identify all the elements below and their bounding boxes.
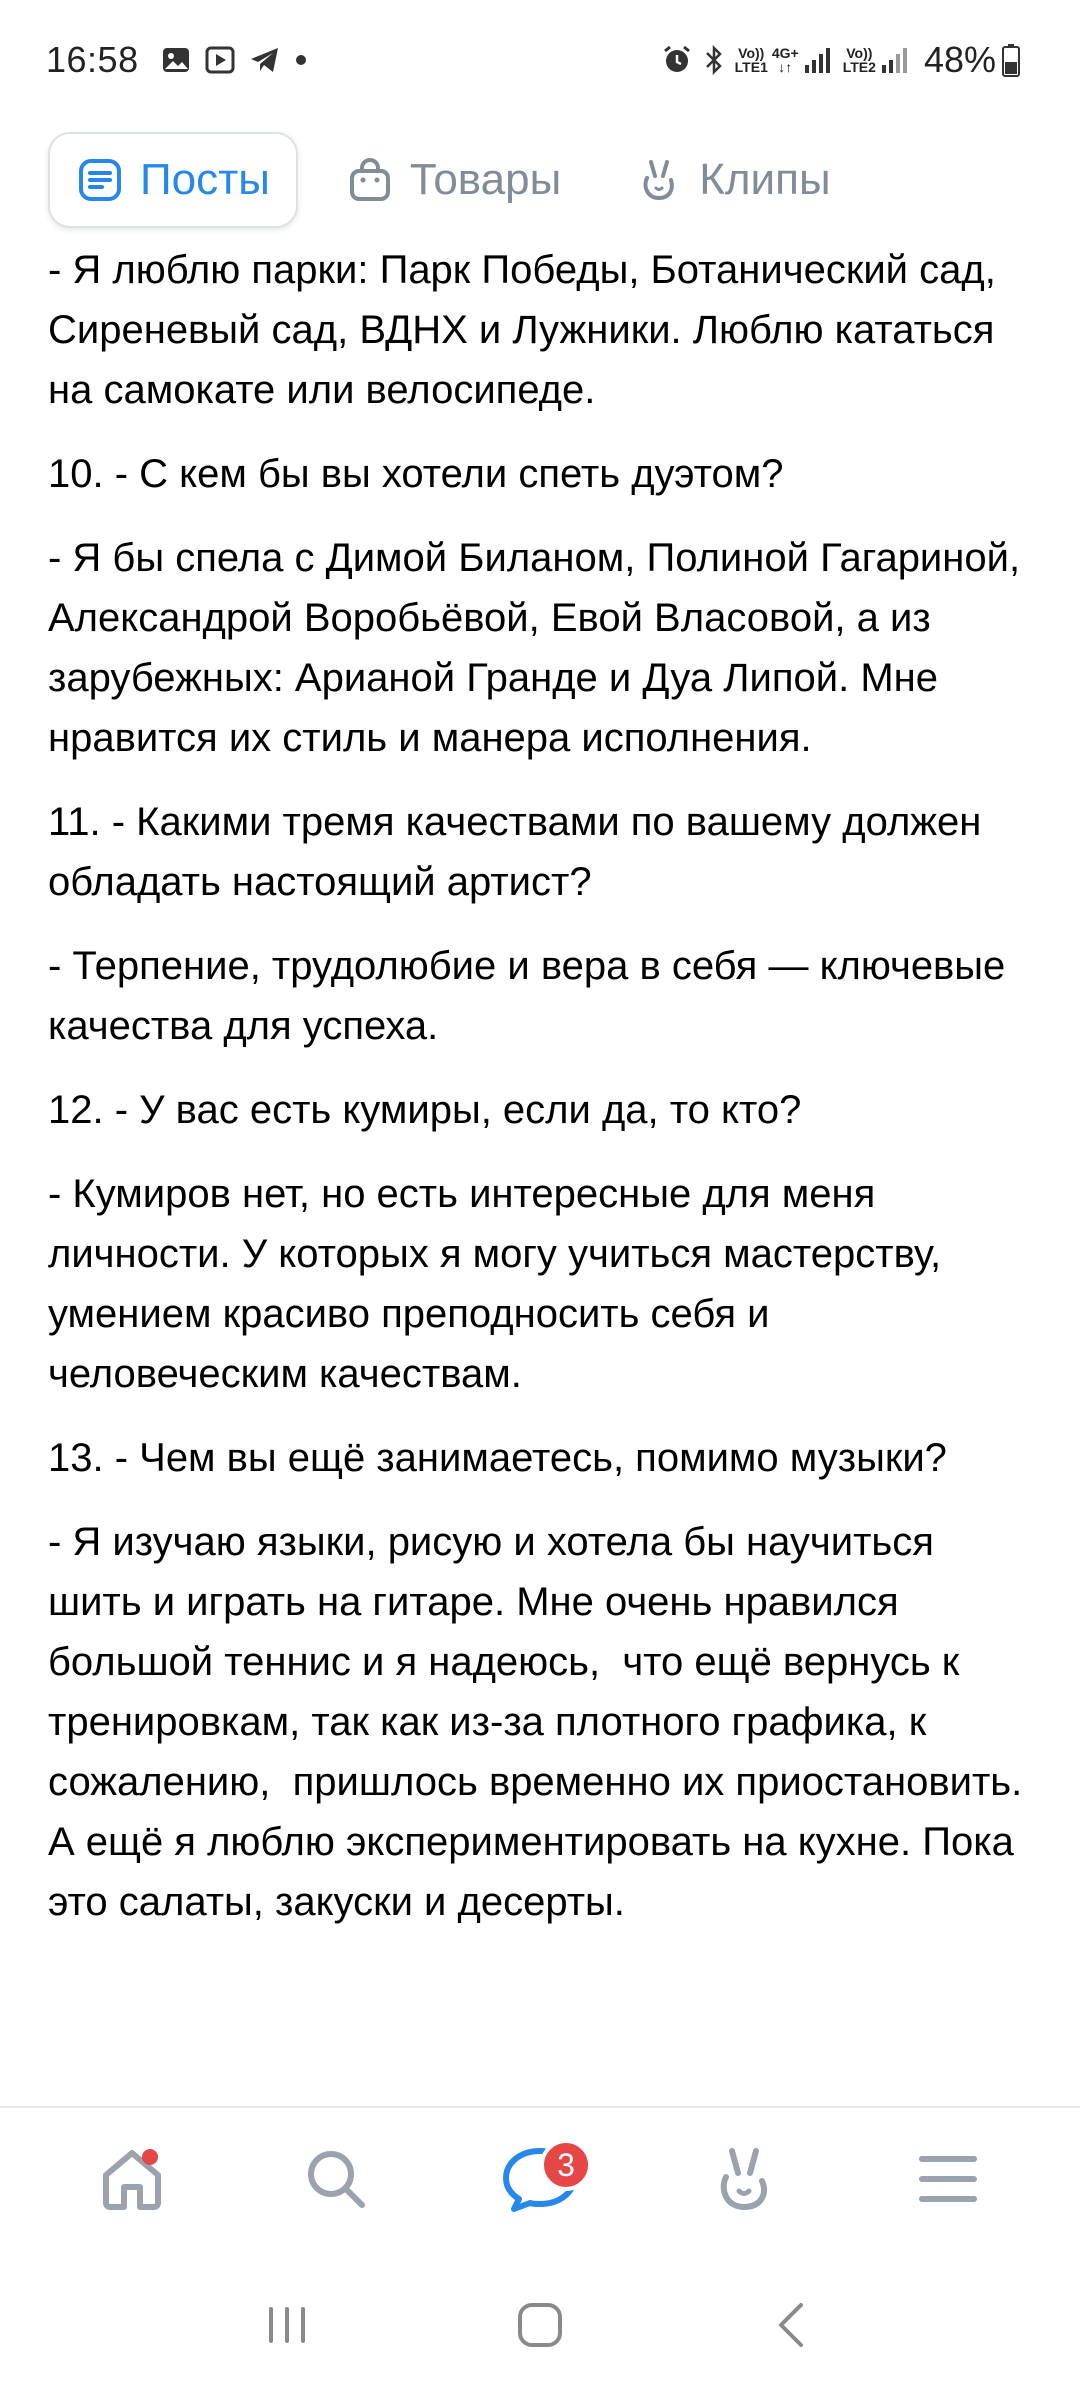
tab-products-label: Товары	[409, 155, 562, 204]
back-icon	[763, 2295, 823, 2360]
alarm-icon	[661, 44, 693, 76]
post-question: 10. - С кем бы вы хотели спеть дуэтом?	[48, 452, 784, 496]
status-bar	[0, 0, 1080, 120]
sim2-label-top: Vo))	[846, 45, 873, 61]
posts-icon	[76, 156, 124, 204]
more-dot-icon	[295, 54, 307, 66]
bluetooth-icon	[703, 44, 725, 76]
home-notification-dot	[142, 2149, 158, 2165]
sim1-label-bottom: LTE1	[734, 59, 768, 75]
battery-icon	[1002, 43, 1020, 77]
recents-icon	[257, 2295, 317, 2360]
tab-products[interactable]	[320, 132, 587, 228]
search-icon	[300, 2143, 372, 2220]
post-paragraph: - Я люблю парки: Парк Победы, Ботанический сад, Сиреневый сад, ВДНХ и Лужники. Люблю кататься на самокате или велосипеде.	[48, 248, 1007, 412]
post-question: 13. - Чем вы ещё занимаетесь, помимо музыки?	[48, 1436, 947, 1480]
system-home-button[interactable]	[490, 2277, 590, 2377]
nav-home[interactable]	[72, 2121, 192, 2241]
network-type-label	[772, 46, 799, 74]
tab-clips-label: Клипы	[699, 155, 831, 204]
post-paragraph: - Я бы спела с Димой Биланом, Полиной Гагариной, Александрой Воробьёвой, Евой Власовой, а из зарубежных: Арианой Гранде и Дуа Липой. Мне нравится их стиль и манера исполнения.	[48, 536, 1032, 760]
post-question: 12. - У вас есть кумиры, если да, то кто?	[48, 1088, 802, 1132]
tab-posts-label: Посты	[140, 155, 270, 204]
nav-clips[interactable]	[684, 2121, 804, 2241]
menu-icon	[912, 2143, 984, 2220]
bottom-navigation	[0, 2106, 1080, 2254]
status-right	[661, 39, 1030, 81]
nav-messages[interactable]	[480, 2121, 600, 2241]
tab-posts[interactable]	[48, 132, 298, 228]
signal-icon-2	[880, 45, 910, 75]
home-button-icon	[510, 2295, 570, 2360]
network-type-text: 4G+	[771, 45, 799, 61]
sim2-label-bottom: LTE2	[842, 59, 876, 75]
sim1-label-top: Vo))	[738, 45, 765, 61]
gallery-icon	[161, 45, 191, 75]
post-paragraph: - Я изучаю языки, рисую и хотела бы научиться шить и играть на гитаре. Мне очень нравился большой теннис и я надеюсь, что ещё вернусь к тренировкам, так как из-за плотного графика, к сожалению, пришлось временно их приостановить. А ещё я люблю экспериментировать на кухне. Пока это салаты, закуски и десерты.	[48, 1520, 1034, 1924]
status-left	[46, 39, 321, 81]
profile-tabs	[0, 130, 1080, 230]
telegram-icon	[249, 45, 281, 75]
post-paragraph: - Кумиров нет, но есть интересные для меня личности. У которых я могу учиться мастерству, умением красиво преподносить себя и человеческим качествам.	[48, 1172, 953, 1396]
nav-search[interactable]	[276, 2121, 396, 2241]
tab-clips[interactable]	[609, 132, 856, 228]
sim2-label	[843, 46, 876, 74]
data-arrows-icon: ↓↑	[778, 59, 793, 75]
bag-icon	[346, 156, 394, 204]
signal-icon-1	[803, 45, 833, 75]
video-icon	[205, 45, 235, 75]
post-content	[48, 240, 1038, 2106]
post-question: 11. - Какими тремя качествами по вашему должен обладать настоящий артист?	[48, 800, 993, 904]
sim1-label	[735, 46, 768, 74]
status-time: 16:58	[46, 39, 139, 80]
messages-badge: 3	[540, 2139, 592, 2191]
post-paragraph: - Терпение, трудолюбие и вера в себя — ключевые качества для успеха.	[48, 944, 1017, 1048]
recents-button[interactable]	[237, 2277, 337, 2377]
clips-icon	[708, 2143, 780, 2220]
nav-menu[interactable]	[888, 2121, 1008, 2241]
clips-icon	[635, 156, 683, 204]
system-navigation-bar	[0, 2254, 1080, 2400]
back-button[interactable]	[743, 2277, 843, 2377]
battery-percent: 48%	[923, 39, 996, 80]
